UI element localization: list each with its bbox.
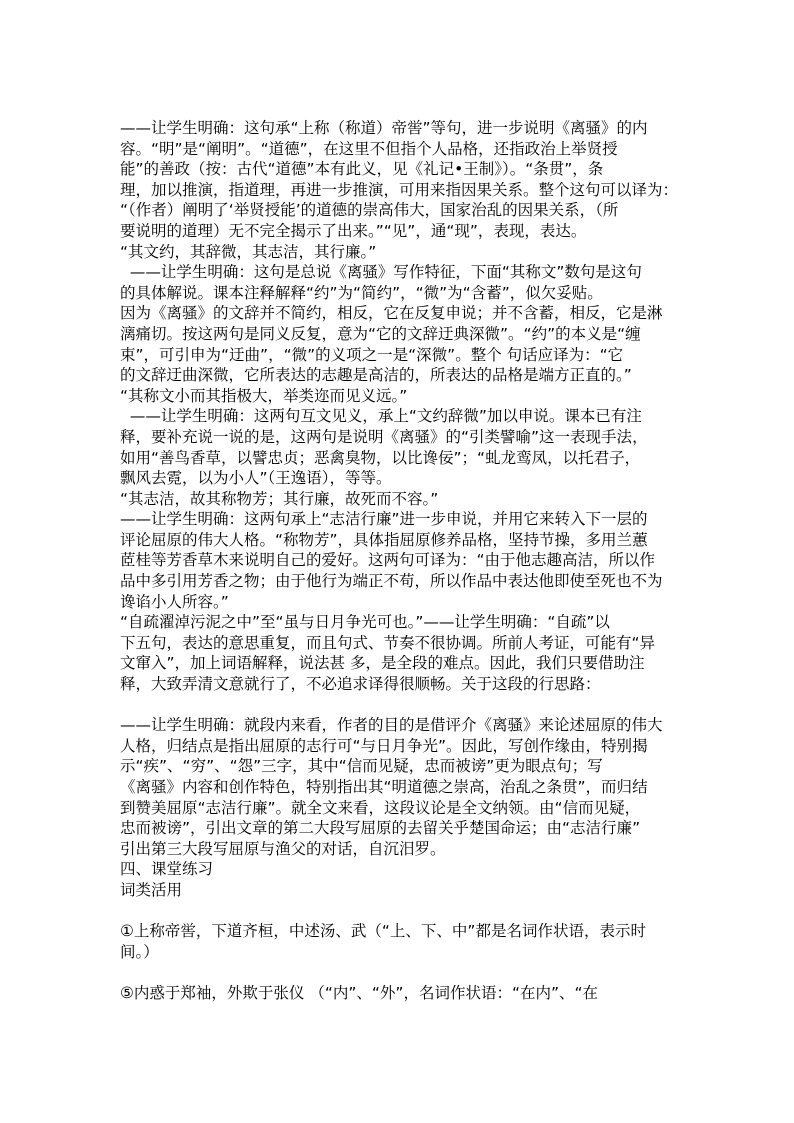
text-line: 品中多引用芳香之物；由于他行为端正不苟，所以作品中表达他即使至死也不为 <box>120 572 663 591</box>
text-line: 谗谄小人所容。” <box>120 592 229 611</box>
text-line: “（作者）阐明了‘举贤授能’的道德的崇高伟大，国家治乱的因果关系，（所 <box>120 201 619 220</box>
document-page <box>120 118 680 1004</box>
paragraph <box>120 242 680 263</box>
text-line: 漓痛切。按这两句是同义反复，意为“它的文辞迂典深微”。“约”的本义是“缠 <box>120 324 641 343</box>
text-line: 《离骚》内容和创作特色，特别指出其“明道德之崇高，治乱之条贯”，而归结 <box>120 778 648 796</box>
text-line: “其称文小而其指极大，举类迩而见义远。” <box>120 386 408 405</box>
text-line: 释，大致弄清文意就行了，不必追求译得很顺畅。关于这段的行思路： <box>120 675 601 694</box>
text-line: 四、课堂练习 <box>120 860 214 879</box>
text-line: 忠而被谤”，引出文章的第二大段写屈原的去留关乎楚国命运；由“志洁行廉” <box>120 819 641 838</box>
text-line: 的文辞迂曲深微，它所表达的志趣是高洁的，所表达的品格是端方正直的。” <box>120 366 632 385</box>
text-line: 容。“明”是“阐明”。“道德”，在这里不但指个人品格，还指政治上举贤授 <box>120 139 618 158</box>
paragraph <box>120 509 680 612</box>
paragraph <box>120 983 680 1004</box>
text-line: 飘风去霓，以为小人”（王逸语），等等。 <box>120 469 392 488</box>
text-line: ——让学生明确：这句承“上称（称道）帝喾”等句，进一步说明《离骚》的内 <box>120 119 648 137</box>
text-line: 词类活用 <box>120 880 183 899</box>
blank-line <box>120 695 680 716</box>
text-line: ——让学生明确：这两句互文见义，承上“文约辞微”加以申说。课本已有注 <box>120 407 642 426</box>
text-line: ①上称帝喾，下道齐桓，中述汤、武（“上、下、中”都是名词作状语，表示时 <box>120 922 646 941</box>
text-line: “其文约，其辞微，其志洁，其行廉。” <box>120 242 377 261</box>
text-line: 人格，归结点是指出屈原的志行可“与日月争光”。因此，写创作缘由，特别揭 <box>120 736 648 755</box>
paragraph <box>120 859 680 900</box>
paragraph <box>120 715 680 859</box>
text-line: 释，要补充说一说的是，这两句是说明《离骚》的“引类譬喻”这一表现手法， <box>120 427 648 446</box>
blank-line <box>120 901 680 922</box>
text-line: 下五句，表达的意思重复，而且句式、节奏不很协调。所前人考证，可能有“异 <box>120 633 656 652</box>
text-line: 间。） <box>120 942 159 961</box>
paragraph <box>120 406 680 488</box>
text-line: “其志洁，故其称物芳；其行廉，故死而不容。” <box>120 489 439 508</box>
paragraph <box>120 921 680 962</box>
text-line: 示“疾”、“穷”、“怨”三字，其中“信而见疑，忠而被谤”更为眼点句；写 <box>120 757 603 776</box>
text-line: 因为《离骚》的文辞并不简约，相反，它在反复申说；并不含蓄，相反，它是淋 <box>120 304 663 323</box>
text-line: 理，加以推演，指道理，再进一步推演，可用来指因果关系。整个这句可以译为： <box>120 180 679 199</box>
text-line: ——让学生明确：这句是总说《离骚》写作特征，下面“其称文”数句是这句 <box>120 263 642 282</box>
text-line: 茝桂等芳香草木来说明自己的爱好。这两句可译为：“由于他志趣高洁，所以作 <box>120 551 656 570</box>
paragraph <box>120 386 680 407</box>
text-line: 要说明的道理）无不完全揭示了出来。”“见”，通“现”，表现，表达。 <box>120 221 587 240</box>
paragraph <box>120 612 680 694</box>
text-line: 的具体解说。课本注释解释“约”为“简约”，“微”为“含蓄”，似欠妥贴。 <box>120 283 603 302</box>
text-line: 文窜入”，加上词语解释，说法甚 多，是全段的难点。因此，我们只要借助注 <box>120 654 645 673</box>
text-line: ——让学生明确：这两句承上“志洁行廉”进一步申说，并用它来转入下一层的 <box>120 510 648 529</box>
paragraph <box>120 489 680 510</box>
text-line: 能”的善政（按：古代“道德”本有此义，见《礼记•王制》）。“条贯”，条 <box>120 160 604 179</box>
text-line: 到赞美屈原“志洁行廉”。就全文来看，这段议论是全文纳领。由“信而见疑， <box>120 798 641 817</box>
paragraph <box>120 118 680 242</box>
text-line: ⑤内惑于郑袖，外欺于张仪 （“内”、“外”，名词作状语：“在内”、“在 <box>120 983 599 1002</box>
text-line: “自疏濯淖污泥之中”至“虽与日月争光可也。”——让学生明确：“自疏”以 <box>120 613 610 632</box>
text-line: 如用“善鸟香草，以譬忠贞；恶禽臭物，以比谗佞”；“虬龙鸾凤，以托君子， <box>120 448 641 467</box>
blank-line <box>120 962 680 983</box>
text-line: 束”，可引申为“迂曲”，“微”的义项之一是“深微”。整个 句话应译为：“它 <box>120 345 624 364</box>
paragraph <box>120 262 680 386</box>
text-line: 评论屈原的伟大人格。“称物芳”，具体指屈原修养品格，坚持节操，多用兰蕙 <box>120 530 648 549</box>
text-line: ——让学生明确：就段内来看，作者的目的是借评介《离骚》来论述屈原的伟大 <box>120 716 663 735</box>
text-line: 引出第三大段写屈原与渔父的对话，自沉汨罗。 <box>120 839 446 858</box>
